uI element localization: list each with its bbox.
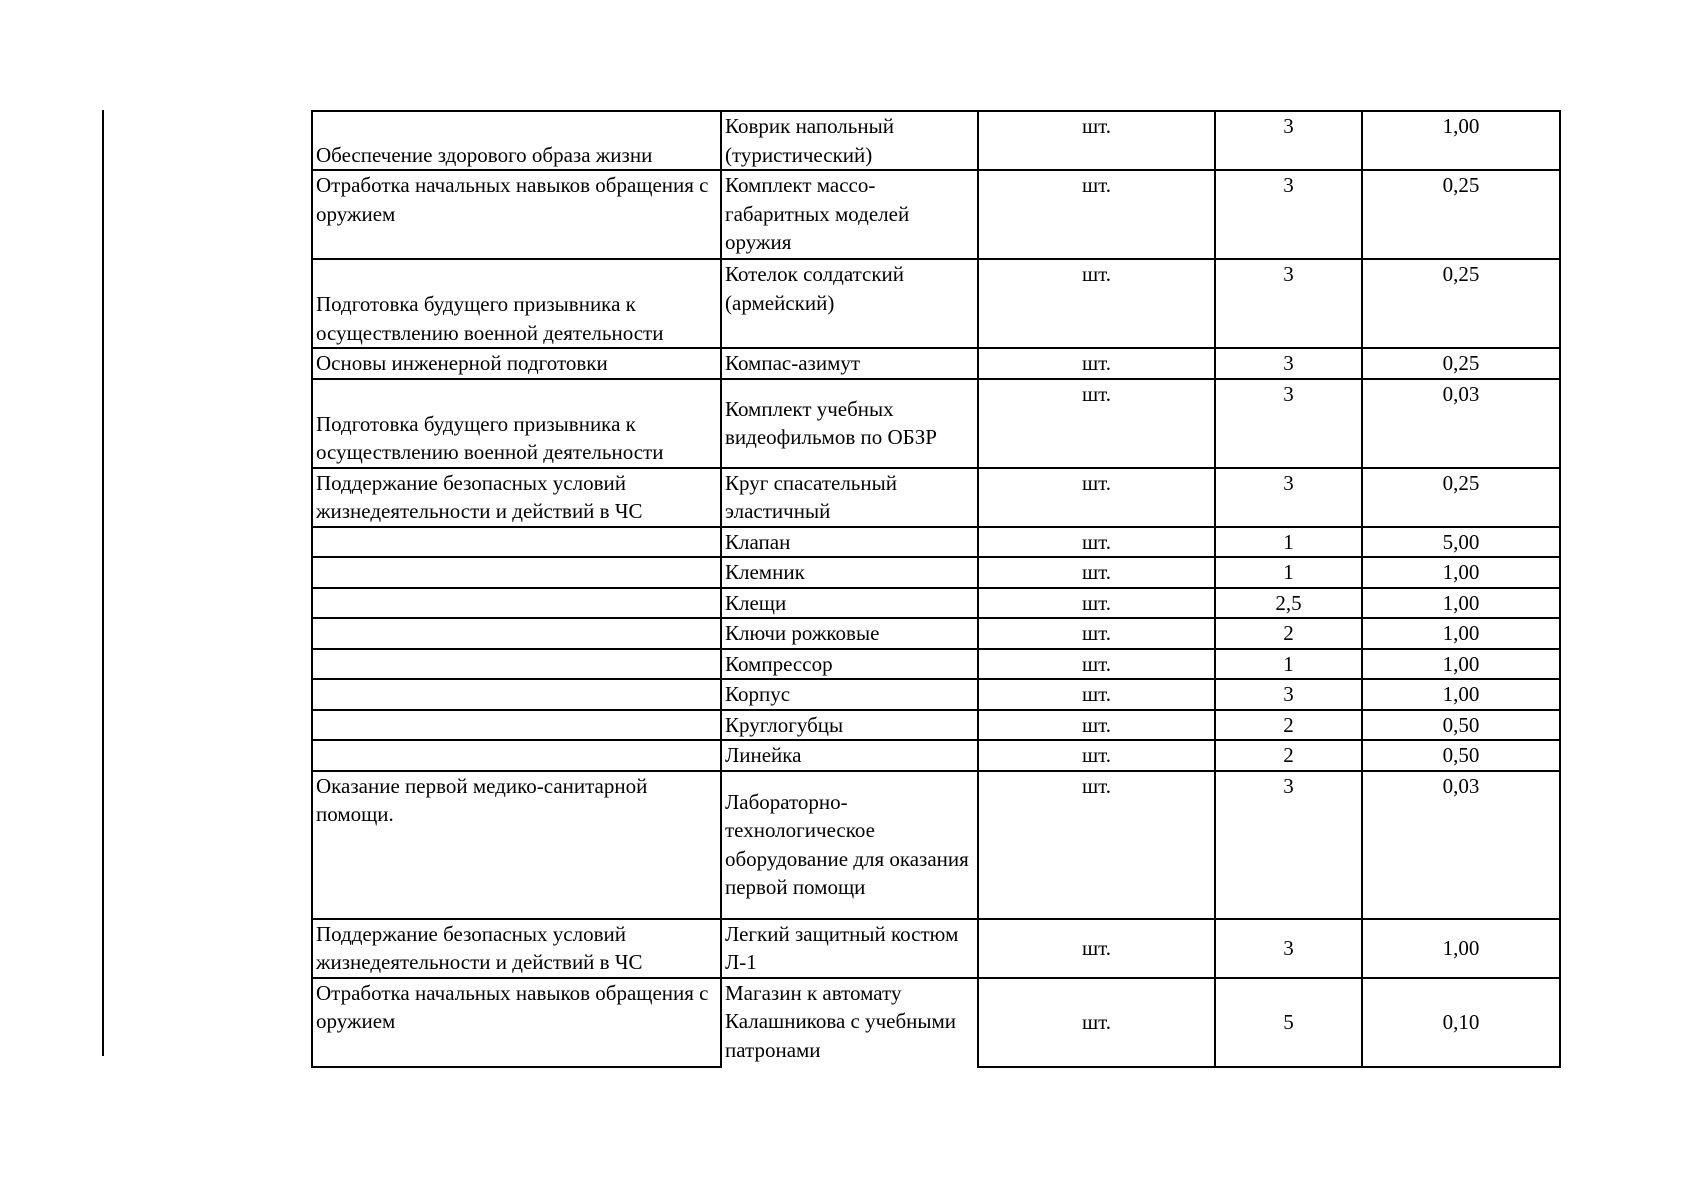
qty-cell: 3 [1215,679,1362,710]
item-cell: Корпус [721,679,978,710]
qty-cell: 2,5 [1215,588,1362,619]
qty-cell: 1 [1215,649,1362,680]
unit-cell: шт. [978,710,1215,741]
table-row [312,919,1560,978]
table-row [312,649,1560,680]
qty-cell: 3 [1215,170,1362,259]
norm-cell: 0,03 [1362,379,1560,468]
item-cell: Котелок солдатский (армейский) [721,259,978,348]
unit-cell: шт. [978,527,1215,558]
item-cell: Магазин к автомату Калашникова с учебными патронами [721,978,978,1067]
norm-cell: 1,00 [1362,111,1560,170]
topic-cell [312,557,721,588]
unit-cell: шт. [978,170,1215,259]
norm-cell: 0,50 [1362,710,1560,741]
unit-cell: шт. [978,649,1215,680]
norm-cell: 0,10 [1362,978,1560,1067]
qty-cell: 2 [1215,710,1362,741]
item-cell: Круглогубцы [721,710,978,741]
topic-cell: Основы инженерной подготовки [312,348,721,379]
qty-cell: 3 [1215,111,1362,170]
unit-cell: шт. [978,588,1215,619]
item-cell: Клещи [721,588,978,619]
table-row [312,111,1560,170]
topic-cell: Отработка начальных навыков обращения с оружием [312,978,721,1067]
unit-cell: шт. [978,679,1215,710]
topic-cell: Обеспечение здорового образа жизни [312,111,721,170]
norm-cell: 1,00 [1362,649,1560,680]
qty-cell: 2 [1215,618,1362,649]
qty-cell: 3 [1215,379,1362,468]
table-row [312,348,1560,379]
unit-cell: шт. [978,348,1215,379]
norm-cell: 1,00 [1362,679,1560,710]
table-row [312,740,1560,771]
norm-cell: 0,25 [1362,259,1560,348]
topic-cell [312,527,721,558]
topic-cell [312,588,721,619]
unit-cell: шт. [978,259,1215,348]
table-row [312,557,1560,588]
item-cell: Круг спасательный эластичный [721,468,978,527]
topic-cell: Поддержание безопасных условий жизнедеятельности и действий в ЧС [312,919,721,978]
topic-cell [312,618,721,649]
item-cell: Коврик напольный (туристический) [721,111,978,170]
norm-cell: 1,00 [1362,618,1560,649]
norm-cell: 5,00 [1362,527,1560,558]
item-cell: Ключи рожковые [721,618,978,649]
qty-cell: 3 [1215,919,1362,978]
item-cell: Компрессор [721,649,978,680]
unit-cell: шт. [978,379,1215,468]
qty-cell: 3 [1215,348,1362,379]
topic-cell [312,740,721,771]
table-row [312,679,1560,710]
qty-cell: 5 [1215,978,1362,1067]
norm-cell: 1,00 [1362,557,1560,588]
topic-cell [312,679,721,710]
table-row [312,618,1560,649]
topic-cell [312,649,721,680]
item-cell: Линейка [721,740,978,771]
item-cell: Комплект учебных видеофильмов по ОБЗР [721,379,978,468]
item-cell: Комплект массо-габаритных моделей оружия [721,170,978,259]
qty-cell: 3 [1215,771,1362,919]
norm-cell: 1,00 [1362,919,1560,978]
table-row [312,468,1560,527]
table-row [312,379,1560,468]
unit-cell: шт. [978,111,1215,170]
topic-cell: Отработка начальных навыков обращения с оружием [312,170,721,259]
norm-cell: 0,25 [1362,170,1560,259]
qty-cell: 1 [1215,527,1362,558]
unit-cell: шт. [978,771,1215,919]
qty-cell: 3 [1215,468,1362,527]
table-row [312,771,1560,919]
unit-cell: шт. [978,468,1215,527]
norm-cell: 0,25 [1362,468,1560,527]
table-row [312,978,1560,1067]
table-row [312,170,1560,259]
item-cell: Лабораторно-технологическое оборудование для оказания первой помощи [721,771,978,919]
table-row [312,588,1560,619]
topic-cell [312,710,721,741]
item-cell: Клемник [721,557,978,588]
norm-cell: 0,03 [1362,771,1560,919]
topic-cell: Подготовка будущего призывника к осуществлению военной деятельности [312,259,721,348]
qty-cell: 2 [1215,740,1362,771]
table-row [312,259,1560,348]
item-cell: Компас-азимут [721,348,978,379]
unit-cell: шт. [978,919,1215,978]
topic-cell: Подготовка будущего призывника к осуществлению военной деятельности [312,379,721,468]
qty-cell: 1 [1215,557,1362,588]
table-row [312,710,1560,741]
norm-cell: 0,25 [1362,348,1560,379]
topic-cell: Оказание первой медико-санитарной помощи. [312,771,721,919]
table-row [312,527,1560,558]
norm-cell: 0,50 [1362,740,1560,771]
unit-cell: шт. [978,618,1215,649]
topic-cell: Поддержание безопасных условий жизнедеятельности и действий в ЧС [312,468,721,527]
equipment-table [311,110,1561,1068]
unit-cell: шт. [978,557,1215,588]
unit-cell: шт. [978,978,1215,1067]
qty-cell: 3 [1215,259,1362,348]
norm-cell: 1,00 [1362,588,1560,619]
item-cell: Клапан [721,527,978,558]
unit-cell: шт. [978,740,1215,771]
page-margin-line [102,110,104,1056]
item-cell: Легкий защитный костюм Л-1 [721,919,978,978]
